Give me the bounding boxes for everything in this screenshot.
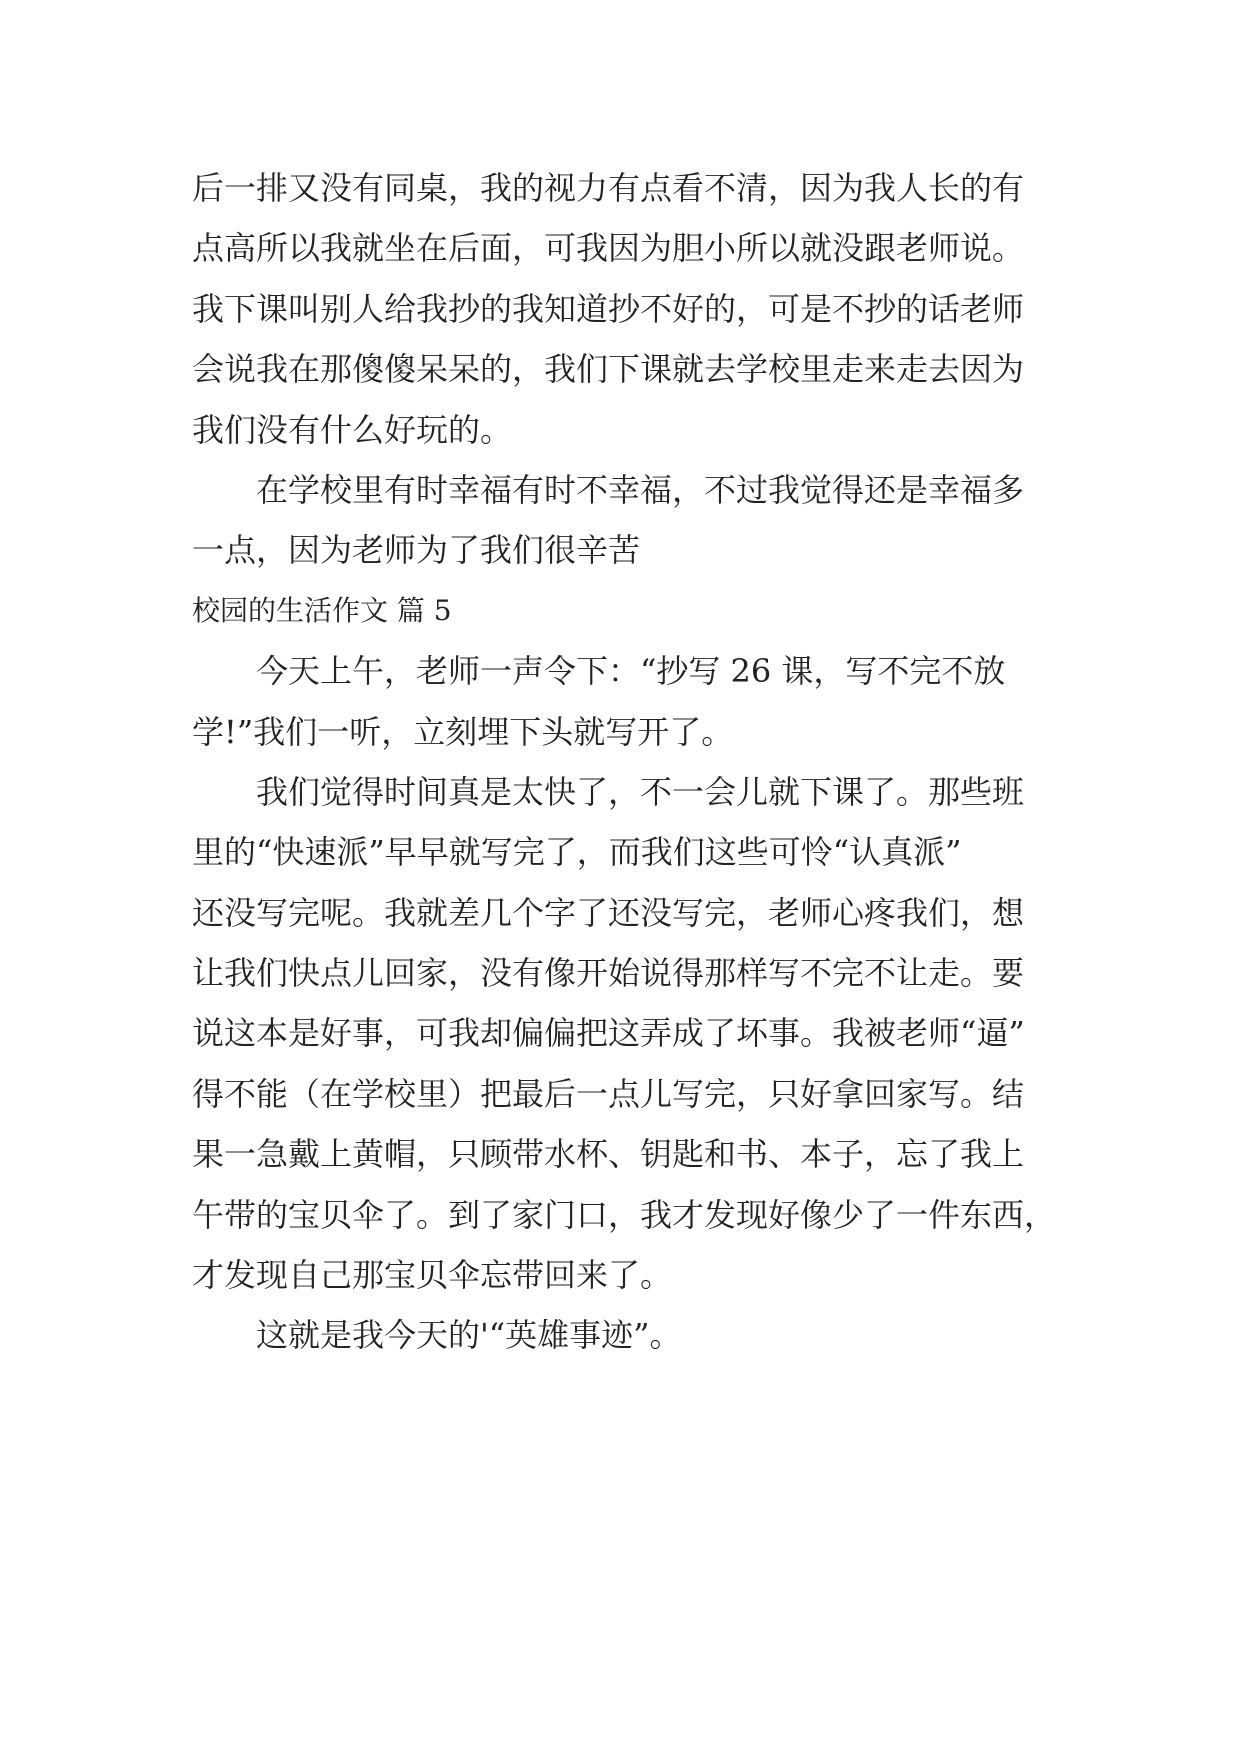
text-line: 才发现自己那宝贝伞忘带回来了。 — [192, 1256, 673, 1295]
text-line: 后一排又没有同桌，我的视力有点看不清，因为我人长的有 — [192, 169, 1025, 207]
text-line: 会说我在那傻傻呆呆的，我们下课就去学校里走来走去因为 — [192, 350, 1025, 389]
section-heading: 校园的生活作文 篇 5 — [192, 593, 452, 627]
text-line: 我下课叫别人给我抄的我知道抄不好的，可是不抄的话老师 — [192, 289, 1025, 328]
paragraph-first-line: 这就是我今天的'“英雄事迹”。 — [256, 1316, 682, 1355]
paragraph-first-line: 今天上午，老师一声令下：“抄写 26 课，写不完不放 — [256, 652, 1006, 691]
text-line: 还没写完呢。我就差几个字了还没写完，老师心疼我们，想 — [192, 893, 1025, 932]
document-body — [192, 158, 1062, 1366]
text-line: 一点，因为老师为了我们很辛苦 — [192, 531, 641, 570]
text-line: 得不能（在学校里）把最后一点儿写完，只好拿回家写。结 — [192, 1074, 1025, 1113]
text-line: 我们没有什么好玩的。 — [192, 410, 513, 449]
paragraph-first-line: 在学校里有时幸福有时不幸福，不过我觉得还是幸福多 — [256, 470, 1025, 509]
text-line: 午带的宝贝伞了。到了家门口，我才发现好像少了一件东西， — [192, 1195, 1057, 1234]
text-line: 里的“快速派”早早就写完了，而我们这些可怜“认真派” — [192, 833, 962, 872]
text-line: 学!”我们一听，立刻埋下头就写开了。 — [192, 712, 734, 751]
text-line: 果一急戴上黄帽，只顾带水杯、钥匙和书、本子，忘了我上 — [192, 1135, 1025, 1174]
text-line: 说这本是好事，可我却偏偏把这弄成了坏事。我被老师“逼” — [192, 1014, 1025, 1053]
text-line: 让我们快点儿回家，没有像开始说得那样写不完不让走。要 — [192, 954, 1025, 993]
paragraph-first-line: 我们觉得时间真是太快了，不一会儿就下课了。那些班 — [256, 772, 1025, 811]
text-line: 点高所以我就坐在后面，可我因为胆小所以就没跟老师说。 — [192, 229, 1025, 268]
